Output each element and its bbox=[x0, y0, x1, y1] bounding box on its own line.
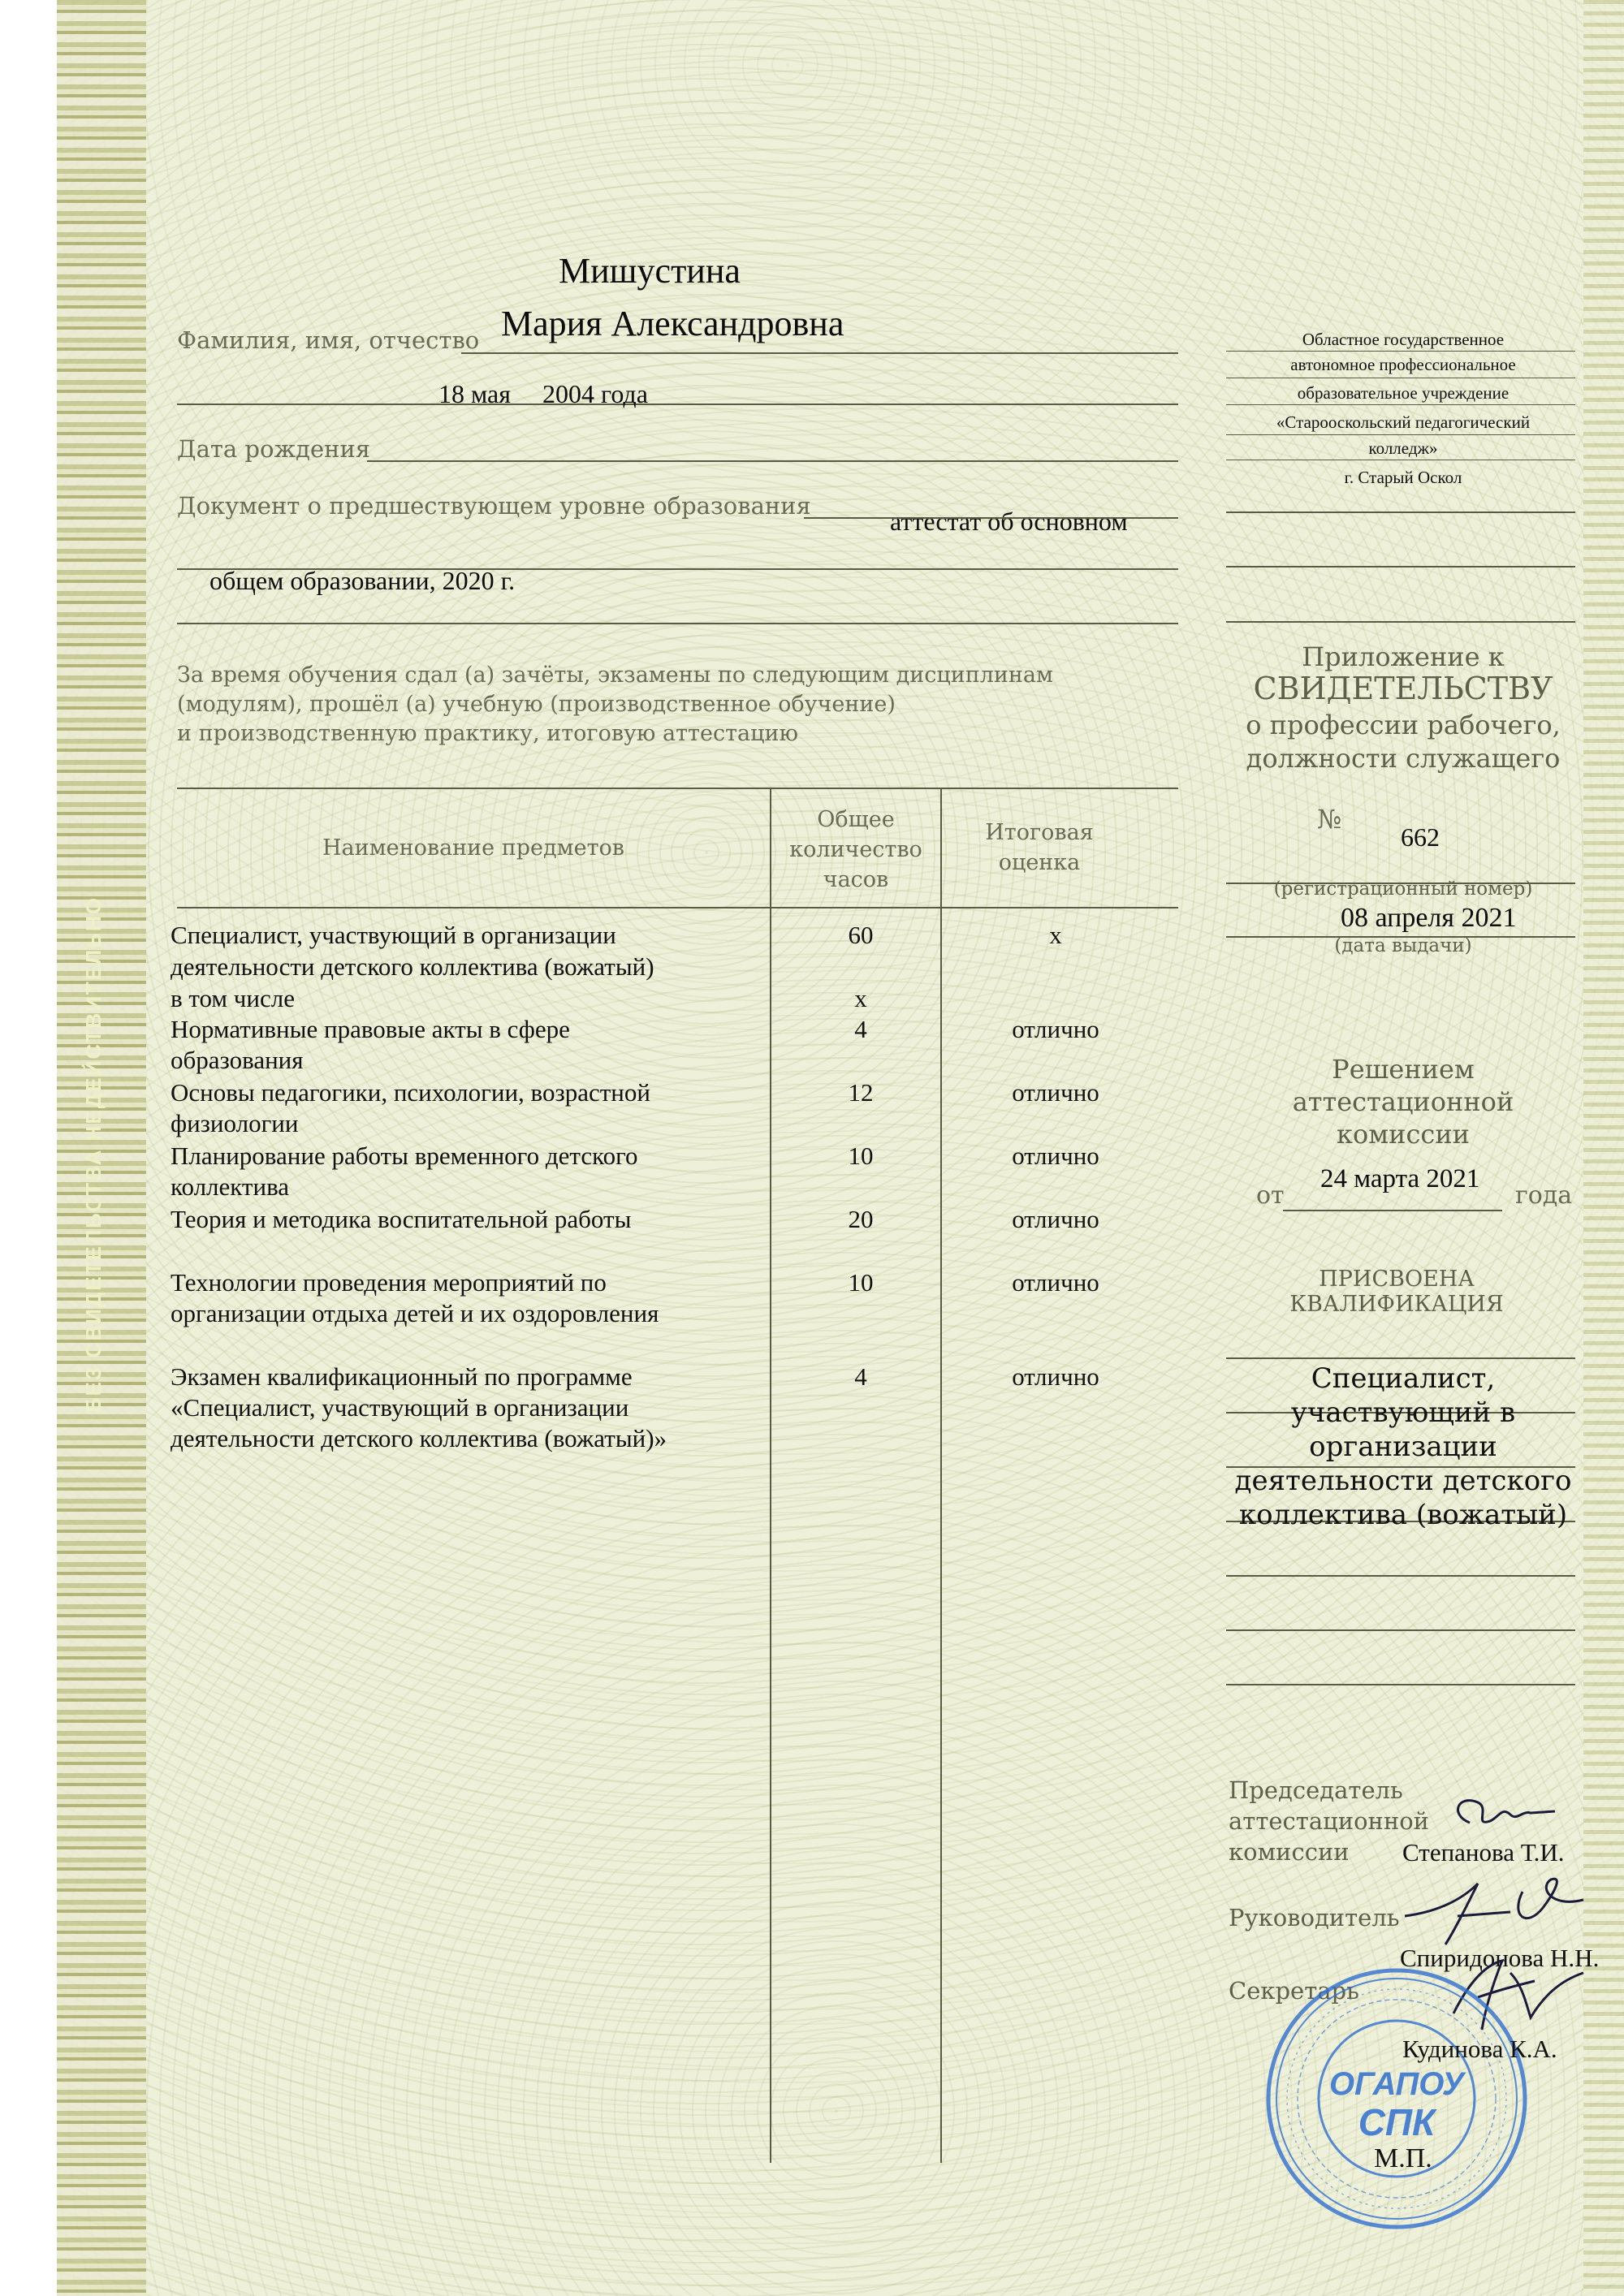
prev-doc-label: Документ о предшествующем уровне образования bbox=[177, 492, 811, 520]
row-hours: 4 bbox=[854, 1015, 867, 1043]
chair-label-3: комиссии bbox=[1229, 1838, 1350, 1866]
row-hours: 60 bbox=[848, 921, 874, 949]
registration-number-caption: (регистрационный номер) bbox=[1273, 878, 1533, 900]
row-grade: отлично bbox=[1012, 1142, 1099, 1170]
row-grade: x bbox=[1049, 921, 1062, 949]
issue-date-caption: (дата выдачи) bbox=[1334, 935, 1472, 956]
qualification-value-5: коллектива (вожатый) bbox=[1238, 1499, 1568, 1531]
intro-line-3: и производственную практику, итоговую аттестацию bbox=[177, 721, 798, 746]
decision-date: 24 марта 2021 bbox=[1320, 1164, 1480, 1193]
row-subject-line: организации отдыха детей и их оздоровления bbox=[171, 1299, 659, 1327]
row-hours: 10 bbox=[848, 1142, 874, 1170]
chair-label-2: аттестационной bbox=[1229, 1807, 1429, 1835]
chair-signature bbox=[1445, 1790, 1559, 1847]
institution-blank-line bbox=[1226, 621, 1575, 623]
row-subject-line: Технологии проведения мероприятий по bbox=[171, 1268, 607, 1297]
row-subject-line: в том числе bbox=[171, 984, 295, 1012]
fio-surname: Мишустина bbox=[559, 251, 741, 291]
intro-line-2: (модулям), прошёл (а) учебную (производственное обучение) bbox=[177, 692, 896, 717]
institution-blank-line bbox=[1226, 566, 1575, 568]
row-grade: отлично bbox=[1012, 1362, 1099, 1391]
intro-line-1: За время обучения сдал (а) зачёты, экзамены по следующим дисциплинам bbox=[177, 662, 1053, 688]
qualification-heading: ПРИСВОЕНА КВАЛИФИКАЦИЯ bbox=[1289, 1267, 1504, 1317]
fio-second-line bbox=[177, 404, 1178, 405]
institution-rule bbox=[1226, 351, 1575, 352]
row-grade: отлично bbox=[1012, 1205, 1099, 1233]
stamp-center-line-1: ОГАПОУ bbox=[1329, 2066, 1464, 2102]
stamp-center-line-2: СПК bbox=[1358, 2101, 1436, 2143]
institution-rule bbox=[1226, 434, 1575, 435]
row-subject-line: деятельности детского коллектива (вожатый)» bbox=[171, 1424, 667, 1452]
row-hours: 4 bbox=[854, 1362, 867, 1391]
secretary-name: Кудинова К.А. bbox=[1402, 2035, 1557, 2063]
row-subject-line: Планирование работы временного детского bbox=[171, 1142, 638, 1170]
qualification-value-1: Специалист, bbox=[1311, 1362, 1496, 1395]
appendix-line-4: должности служащего bbox=[1246, 743, 1561, 774]
prev-doc-underline-3 bbox=[177, 623, 1178, 624]
fio-label: Фамилия, имя, отчество bbox=[177, 326, 480, 354]
official-stamp bbox=[1263, 1965, 1531, 2233]
birth-year: 2004 года bbox=[542, 379, 648, 408]
appendix-title: СВИДЕТЕЛЬСТВУ bbox=[1253, 671, 1553, 706]
prev-doc-underline-1 bbox=[804, 517, 1178, 519]
institution-rule bbox=[1226, 404, 1575, 405]
qualification-value-2: участвующий в bbox=[1290, 1396, 1516, 1429]
issue-date: 08 апреля 2021 bbox=[1341, 903, 1517, 933]
institution-line-3: образовательное учреждение bbox=[1297, 383, 1510, 403]
scan-margin bbox=[0, 0, 57, 2296]
institution-city: г. Старый Оскол bbox=[1344, 468, 1462, 487]
table-divider-1 bbox=[770, 789, 771, 2163]
decision-line-3: комиссии bbox=[1337, 1119, 1470, 1150]
row-hours: 20 bbox=[848, 1205, 874, 1233]
fio-name-patronymic: Мария Александровна bbox=[501, 304, 844, 343]
row-subject-line: деятельности детского коллектива (вожатый) bbox=[171, 952, 654, 981]
qualification-line bbox=[1226, 1575, 1575, 1577]
qualification-line bbox=[1226, 1684, 1575, 1685]
qualification-value-4: деятельности детского bbox=[1234, 1465, 1572, 1497]
row-subject-line: Нормативные правовые акты в сфере bbox=[171, 1015, 570, 1043]
institution-line-1: Областное государственное bbox=[1302, 330, 1505, 349]
registration-number-sign: № bbox=[1317, 804, 1342, 835]
institution-line-5: колледж» bbox=[1368, 438, 1438, 458]
chair-name: Степанова Т.И. bbox=[1402, 1838, 1565, 1867]
row-hours: 10 bbox=[848, 1268, 874, 1297]
institution-line-2: автономное профессиональное bbox=[1290, 355, 1516, 374]
fio-underline bbox=[461, 352, 1178, 354]
row-grade: отлично bbox=[1012, 1078, 1099, 1107]
header-hours-1: Общее bbox=[817, 807, 895, 832]
chair-label-1: Председатель bbox=[1229, 1776, 1403, 1804]
row-subject-line: физиологии bbox=[171, 1109, 299, 1137]
appendix-line-1: Приложение к bbox=[1302, 641, 1505, 672]
row-subject-line: образования bbox=[171, 1046, 304, 1074]
qualification-value-3: организации bbox=[1309, 1431, 1497, 1463]
qualification-line bbox=[1226, 1629, 1575, 1631]
row-grade: отлично bbox=[1012, 1268, 1099, 1297]
table-header-underline bbox=[177, 907, 1178, 908]
side-warning-text: БЕЗ СВИДЕТЕЛЬСТВА НЕДЕЙСТВИТЕЛЬНО bbox=[81, 896, 106, 1413]
row-subject-line: Основы педагогики, психологии, возрастной bbox=[171, 1078, 650, 1107]
decision-date-line bbox=[1283, 1210, 1502, 1211]
header-grade-2: оценка bbox=[998, 850, 1081, 875]
decision-from: от bbox=[1256, 1181, 1285, 1210]
row-subject-line: Теория и методика воспитательной работы bbox=[171, 1205, 632, 1233]
row-grade: отлично bbox=[1012, 1015, 1099, 1043]
prev-doc-value-line1: аттестат об основном bbox=[890, 507, 1128, 536]
appendix-line-3: о профессии рабочего, bbox=[1246, 710, 1561, 740]
head-label: Руководитель bbox=[1229, 1904, 1400, 1931]
head-name: Спиридонова Н.Н. bbox=[1400, 1944, 1600, 1972]
row-subject-line: Экзамен квалификационный по программе bbox=[171, 1362, 633, 1391]
institution-line-4: «Старооскольский педагогический bbox=[1276, 412, 1531, 432]
header-grade-1: Итоговая bbox=[985, 820, 1094, 845]
table-divider-2 bbox=[940, 789, 942, 2163]
row-subject-line: «Специалист, участвующий в организации bbox=[171, 1393, 629, 1422]
birth-underline bbox=[367, 460, 1178, 462]
birth-day-month: 18 мая bbox=[438, 379, 511, 408]
registration-number: 662 bbox=[1401, 822, 1440, 852]
qualification-line bbox=[1226, 1357, 1575, 1359]
intro-underline bbox=[177, 788, 1178, 789]
prev-doc-value-line2: общем образовании, 2020 г. bbox=[209, 566, 516, 595]
decision-line-1: Решением bbox=[1332, 1054, 1475, 1085]
decision-line-2: аттестационной bbox=[1292, 1086, 1514, 1117]
secretary-label: Секретарь bbox=[1229, 1977, 1359, 2005]
header-hours-2: количество bbox=[789, 837, 922, 862]
row-hours: 12 bbox=[848, 1078, 874, 1107]
decision-year-word: года bbox=[1515, 1181, 1573, 1210]
institution-blank-line bbox=[1226, 511, 1575, 513]
birth-label: Дата рождения bbox=[177, 435, 371, 463]
row-hours: x bbox=[854, 984, 867, 1012]
header-hours-3: часов bbox=[823, 867, 889, 892]
header-subject: Наименование предметов bbox=[322, 835, 624, 861]
row-subject-line: Специалист, участвующий в организации bbox=[171, 921, 616, 949]
stamp-place-mark: М.П. bbox=[1374, 2143, 1432, 2173]
row-subject-line: коллектива bbox=[171, 1172, 290, 1201]
